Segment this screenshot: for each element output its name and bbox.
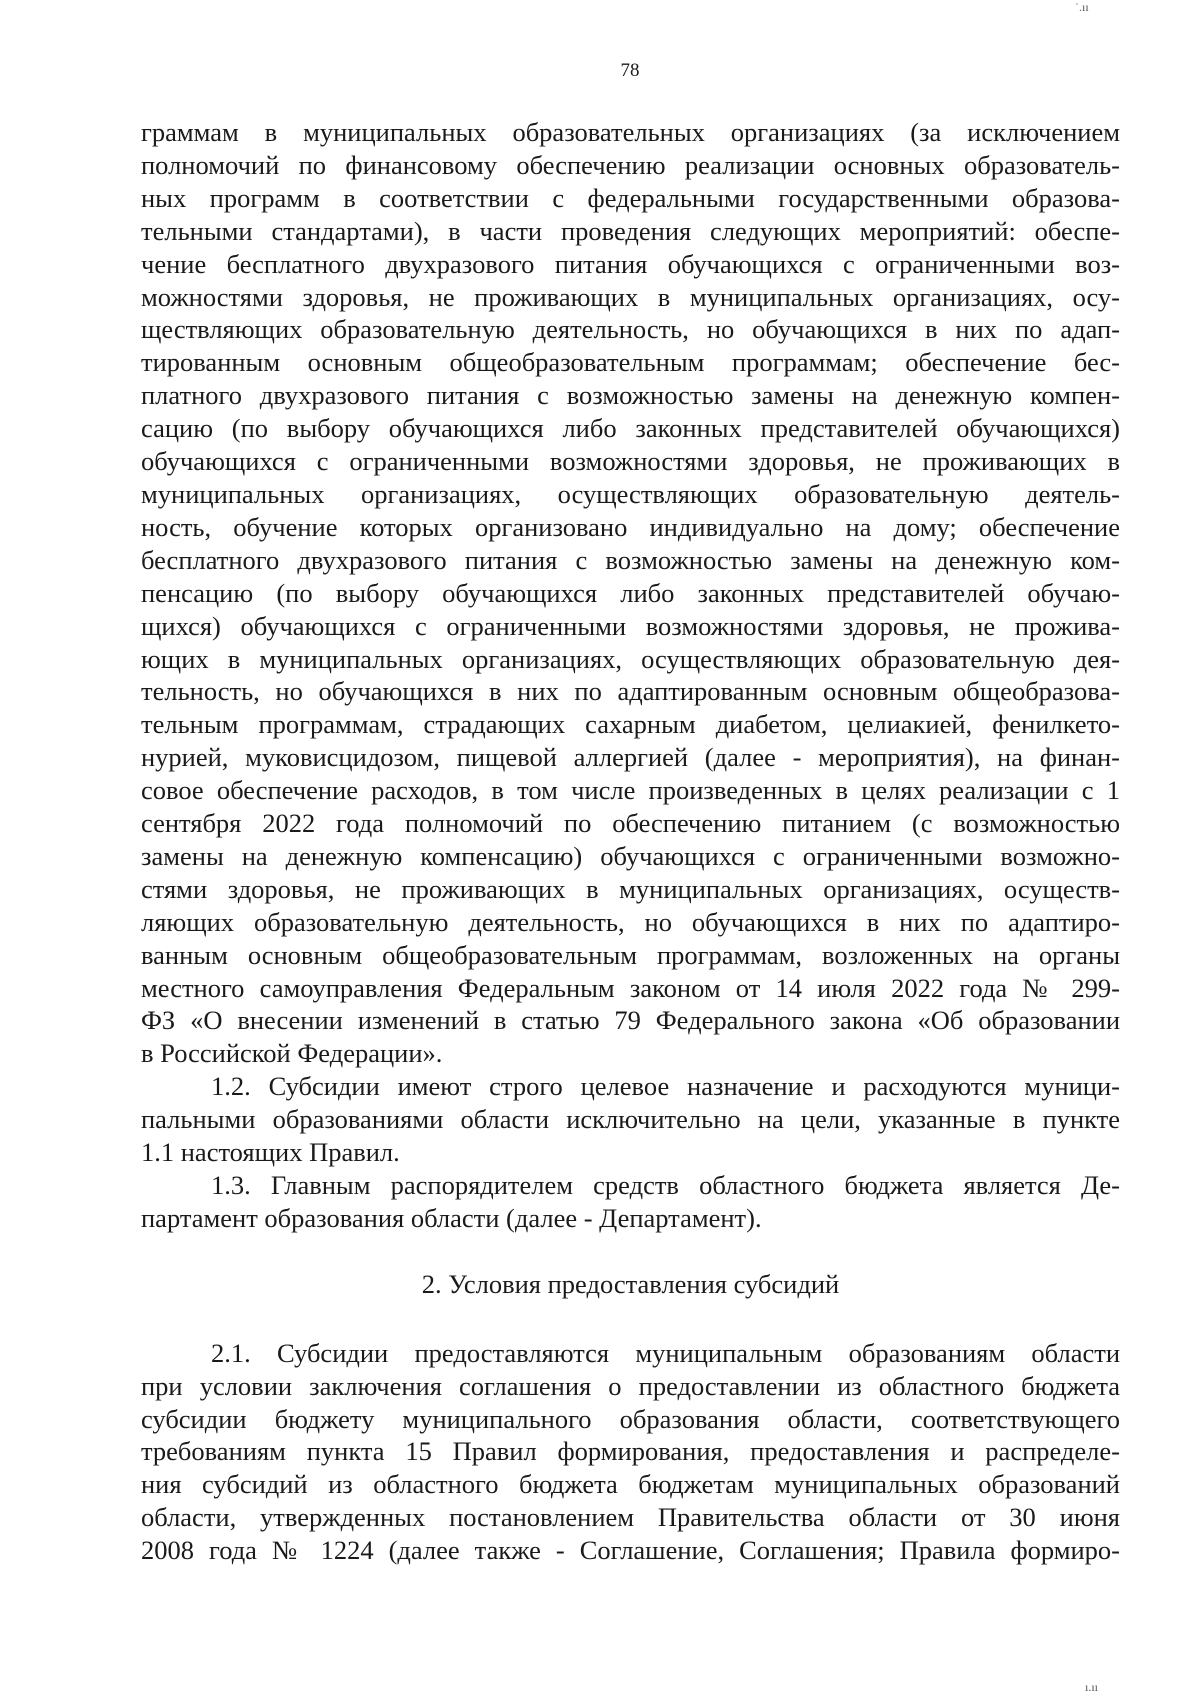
text-line: 1.2. Субсидии имеют строго целевое назначение и расходуются муници- <box>211 1071 1120 1102</box>
text-line: совое обеспечение расходов, в том числе произведенных в целях реализации с 1 <box>141 775 1120 806</box>
paragraph-1-3 <box>141 1169 1120 1235</box>
text-line: ванным основным общеобразовательным программам, возложенных на органы <box>141 939 1120 970</box>
text-line: тированным основным общеобразовательным программам; обеспечение бес- <box>141 347 1120 378</box>
text-line: 1.1 настоящих Правил. <box>141 1137 400 1168</box>
text-line: 2008 года № 1224 (далее также - Соглашение, Соглашения; Правила формиро- <box>141 1535 1120 1566</box>
text-line: тельным программам, страдающих сахарным диабетом, целиакией, фенилкето- <box>141 709 1120 740</box>
text-line: обучающихся с ограниченными возможностями здоровья, не проживающих в <box>141 446 1120 477</box>
paragraph-1-2 <box>141 1070 1120 1169</box>
text-line: 1.3. Главным распорядителем средств областного бюджета является Де- <box>211 1170 1120 1200</box>
text-line: пенсацию (по выбору обучающихся либо законных представителей обучаю- <box>141 577 1120 608</box>
text-line: тельными стандартами), в части проведения следующих мероприятий: обеспе- <box>141 215 1120 246</box>
text-line: граммам в муниципальных образовательных организациях (за исключением <box>141 117 1120 147</box>
text-line: ния субсидий из областного бюджета бюджетам муниципальных образований <box>141 1469 1120 1500</box>
text-line: щихся) обучающихся с ограниченными возможностями здоровья, не прожива- <box>141 610 1120 641</box>
text-line: стями здоровья, не проживающих в муниципальных организациях, осуществ- <box>141 873 1120 904</box>
text-line: требованиям пункта 15 Правил формирования, предоставления и распределе- <box>141 1436 1120 1467</box>
scan-edge-mark-top: ˙.ıı <box>1075 0 1089 14</box>
scan-edge-mark-bottom: ı.ıı <box>1085 1680 1099 1694</box>
text-line: сентября 2022 года полномочий по обеспечению питанием (с возможностью <box>141 808 1120 839</box>
text-line: местного самоуправления Федеральным законом от 14 июля 2022 года № 299- <box>141 972 1120 1003</box>
text-line: сацию (по выбору обучающихся либо законных представителей обучающихся) <box>141 413 1120 444</box>
text-line: полномочий по финансовому обеспечению реализации основных образователь- <box>141 149 1120 180</box>
text-line: ляющих образовательную деятельность, но обучающихся в них по адаптиро- <box>141 906 1120 937</box>
text-line: субсидии бюджету муниципального образования области, соответствующего <box>141 1403 1120 1434</box>
text-line: ющих в муниципальных организациях, осуществляющих образовательную дея- <box>141 643 1120 674</box>
text-line: муниципальных организациях, осуществляющих образовательную деятель- <box>141 478 1120 509</box>
text-line: пальными образованиями области исключительно на цели, указанные в пункте <box>141 1104 1120 1135</box>
text-line: области, утвержденных постановлением Правительства области от 30 июня <box>141 1502 1120 1533</box>
text-line: чение бесплатного двухразового питания обучающихся с ограниченными воз- <box>141 248 1120 279</box>
text-line: платного двухразового питания с возможностью замены на денежную компен- <box>141 380 1120 411</box>
section-2-title: 2. Условия предоставления субсидий <box>421 1268 840 1299</box>
paragraph-1 <box>141 116 1120 1070</box>
text-line: нурией, муковисцидозом, пищевой аллергией (далее - мероприятия), на финан- <box>141 742 1120 773</box>
page-number: 78 <box>620 60 640 81</box>
text-line: можностями здоровья, не проживающих в муниципальных организациях, осу- <box>141 281 1120 312</box>
paragraph-2-1 <box>141 1337 1120 1567</box>
text-line: бесплатного двухразового питания с возможностью замены на денежную ком- <box>141 544 1120 575</box>
text-line: при условии заключения соглашения о предоставлении из областного бюджета <box>141 1370 1120 1401</box>
text-line: ществляющих образовательную деятельность, но обучающихся в них по адап- <box>141 314 1120 345</box>
text-line: ФЗ «О внесении изменений в статью 79 Федерального закона «Об образовании <box>141 1005 1120 1036</box>
text-line: 2.1. Субсидии предоставляются муниципальным образованиям области <box>211 1337 1120 1368</box>
text-line: замены на денежную компенсацию) обучающихся с ограниченными возможно- <box>141 840 1120 871</box>
text-line: ных программ в соответствии с федеральными государственными образова- <box>141 182 1120 213</box>
text-line: в Российской Федерации». <box>141 1038 443 1069</box>
text-line: тельность, но обучающихся в них по адаптированным основным общеобразова- <box>141 676 1120 707</box>
text-line: ность, обучение которых организовано индивидуально на дому; обеспечение <box>141 511 1120 542</box>
document-body <box>141 116 1120 1567</box>
text-line: партамент образования области (далее - Департамент). <box>141 1202 762 1233</box>
